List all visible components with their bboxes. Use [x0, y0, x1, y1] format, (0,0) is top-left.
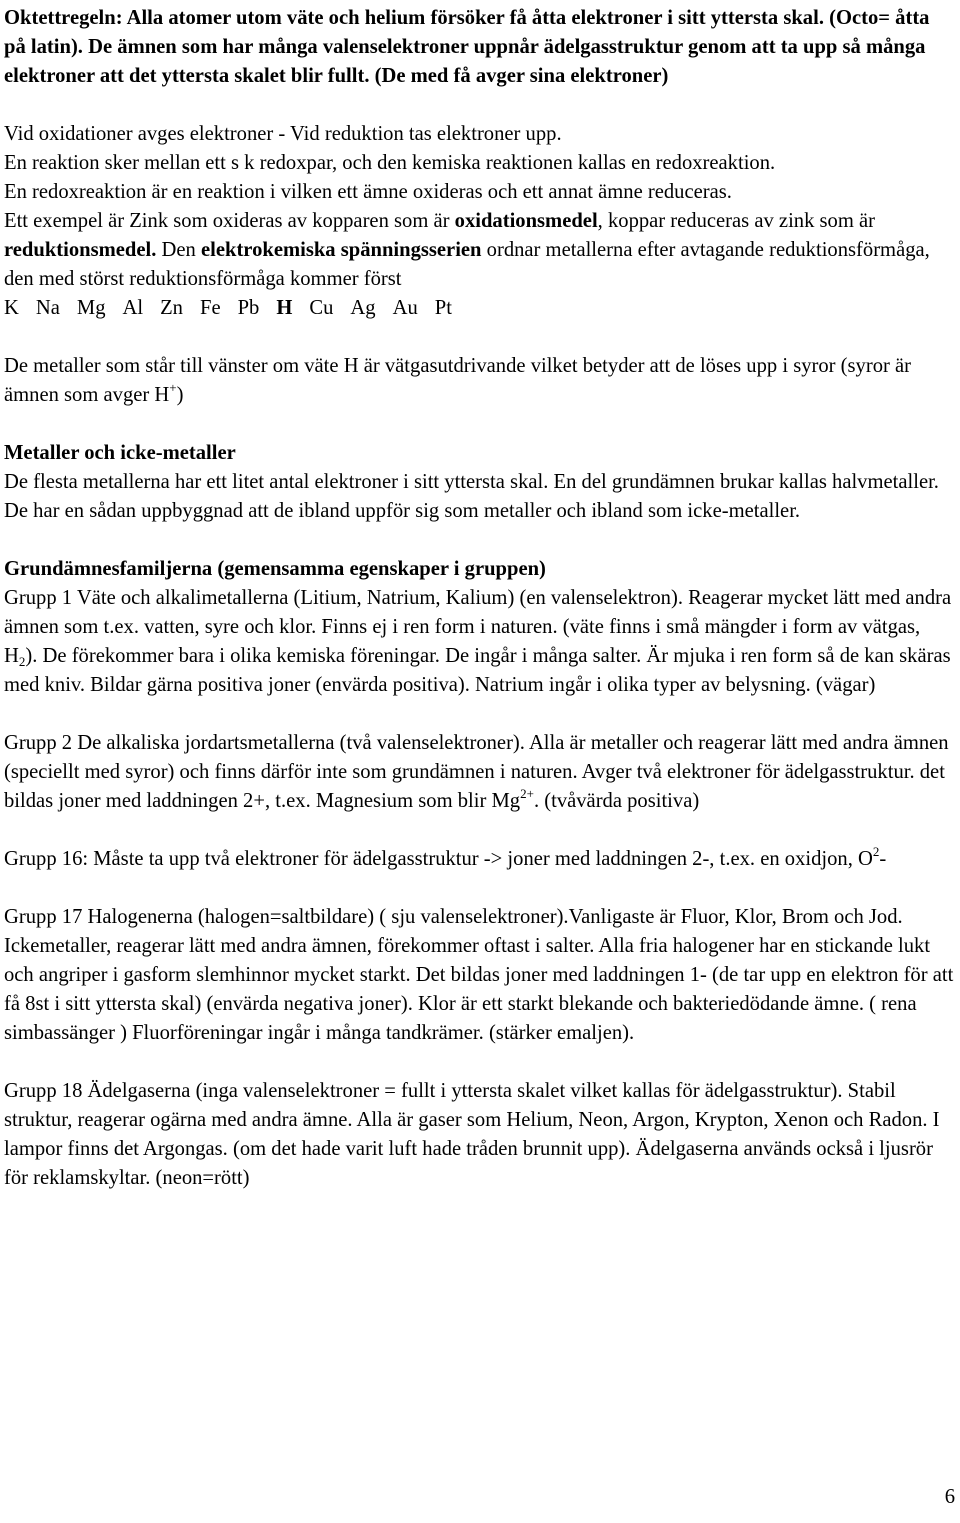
group-16-paragraph: [4, 845, 954, 874]
series-item-hydrogen: H: [276, 297, 293, 319]
spacer: [4, 1048, 954, 1077]
h2-subscript: 2: [18, 654, 26, 669]
series-item: Au: [392, 297, 418, 319]
reduktionsmedel-term: reduktionsmedel.: [4, 239, 157, 261]
hydrogen-text-end: ): [176, 384, 184, 406]
metals-paragraph: De flesta metallerna har ett litet antal elektroner i sitt yttersta skal. En del grundämnen brukar kallas halvmetaller. De har en sådan uppbyggnad att de ibland uppför sig som metaller och ibland som icke-metaller.: [4, 471, 939, 522]
spacer: [4, 874, 954, 903]
families-heading: Grundämnesfamiljerna (gemensamma egenskaper i gruppen): [4, 558, 546, 580]
mg-charge: 2+: [520, 786, 534, 801]
redox-line-2: En reaktion sker mellan ett s k redoxpar, och den kemiska reaktionen kallas en redoxreaktion.: [4, 152, 776, 174]
series-item: Ag: [350, 297, 376, 319]
group-2-text-end: . (tvåvärda positiva): [533, 790, 700, 812]
document-page: [4, 4, 954, 1193]
series-item: Cu: [309, 297, 334, 319]
spacer: [4, 410, 954, 439]
spacer: [4, 700, 954, 729]
spacer: [4, 816, 954, 845]
electrochemical-series: [4, 294, 954, 323]
hydrogen-charge: +: [169, 380, 177, 395]
zinc-text-2: , koppar reduceras av zink som är: [597, 210, 876, 232]
zinc-text-1: Ett exempel är Zink som oxideras av kopparen som är: [4, 210, 455, 232]
series-item: Pt: [434, 297, 452, 319]
series-item: Zn: [160, 297, 183, 319]
group-16-text: Grupp 16: Måste ta upp två elektroner för ädelgasstruktur -> joner med laddningen 2-, t.ex. en oxidjon, O: [4, 848, 873, 870]
group-1-text-end: ). De förekommer bara i olika kemiska föreningar. De ingår i många salter. Är mjuka i ren form så de kan skäras med kniv. Bildar gärna positiva joner (envärda positiva). Natrium ingår i olika typer av belysning. (vägar): [4, 645, 951, 696]
spanningsserien-term: elektrokemiska spänningsserien: [200, 239, 482, 261]
group-16-text-end: -: [879, 848, 887, 870]
group-2-text: Grupp 2 De alkaliska jordartsmetallerna (två valenselektroner). Alla är metaller och reagerar lätt med andra ämnen (speciellt med syror) och finns därför inte som grundämnen i naturen. Avger två elektroner för ädelgasstruktur. det bildas joner med laddningen 2+, t.ex. Magnesium som blir Mg: [4, 732, 949, 812]
series-item: Mg: [76, 297, 106, 319]
page-number: 6: [944, 1486, 955, 1508]
group-17-paragraph: Grupp 17 Halogenerna (halogen=saltbildare) ( sju valenselektroner).Vanligaste är Fluor, Klor, Brom och Jod. Ickemetaller, reagerar lätt med andra ämnen, förekommer oftast i salter. Alla fria halogener har en stickande lukt och angriper i gasform slemhinnor mycket starkt. Det bildas joner med laddningen 1- (de tar upp en elektron för att få 8st i sitt yttersta skal) (envärda negativa joner). Klor är ett starkt blekande och bakteriedödande ämne. ( rena simbassänger ) Fluorföreningar ingår i många tandkrämer. (stärker emaljen).: [4, 906, 954, 1044]
series-item: Pb: [237, 297, 260, 319]
zinc-example-paragraph: [4, 207, 954, 294]
oxidationsmedel-term: oxidationsmedel: [454, 210, 598, 232]
series-item: Fe: [199, 297, 221, 319]
spacer: [4, 323, 954, 352]
redox-line-1: Vid oxidationer avges elektroner - Vid reduktion tas elektroner upp.: [4, 123, 562, 145]
oxide-charge: 2: [872, 844, 880, 859]
hydrogen-displacement-paragraph: [4, 352, 954, 410]
octet-rule-paragraph: Oktettregeln: Alla atomer utom väte och helium försöker få åtta elektroner i sitt yttersta skal. (Octo= åtta på latin). De ämnen som har många valenselektroner uppnår ädelgasstruktur genom att ta upp så många elektroner att det yttersta skalet blir fullt. (De med få avger sina elektroner): [4, 7, 930, 87]
spacer: [4, 91, 954, 120]
zinc-text-3: Den: [156, 239, 201, 261]
zinc-text-4: ordnar metallerna efter avtagande reduktionsförmåga, den med störst reduktionsförmåga kommer först: [4, 239, 930, 290]
metals-heading: Metaller och icke-metaller: [4, 442, 236, 464]
series-item: Al: [122, 297, 144, 319]
group-18-paragraph: Grupp 18 Ädelgaserna (inga valenselektroner = fullt i yttersta skalet vilket kallas för ädelgasstruktur). Stabil struktur, reagerar ogärna med andra ämne. Alla är gaser som Helium, Neon, Argon, Krypton, Xenon och Radon. I lampor finns det Argongas. (om det hade varit luft hade tråden brunnit upp). Ädelgaserna används också i ljusrör för reklamskyltar. (neon=rött): [4, 1080, 940, 1189]
group-2-paragraph: [4, 729, 954, 816]
series-item: Na: [35, 297, 60, 319]
redox-line-3: En redoxreaktion är en reaktion i vilken ett ämne oxideras och ett annat ämne reduceras.: [4, 181, 732, 203]
series-item: K: [4, 297, 19, 319]
group-1-paragraph: [4, 584, 954, 700]
hydrogen-text: De metaller som står till vänster om väte H är vätgasutdrivande vilket betyder att de löses upp i syror (syror är ämnen som avger H: [4, 355, 911, 406]
spacer: [4, 526, 954, 555]
group-1-text: Grupp 1 Väte och alkalimetallerna (Litium, Natrium, Kalium) (en valenselektron). Reagerar mycket lätt med andra ämnen som t.ex. vatten, syre och klor. Finns ej i ren form i naturen. (väte finns i små mängder i form av vätgas, H: [4, 587, 952, 667]
